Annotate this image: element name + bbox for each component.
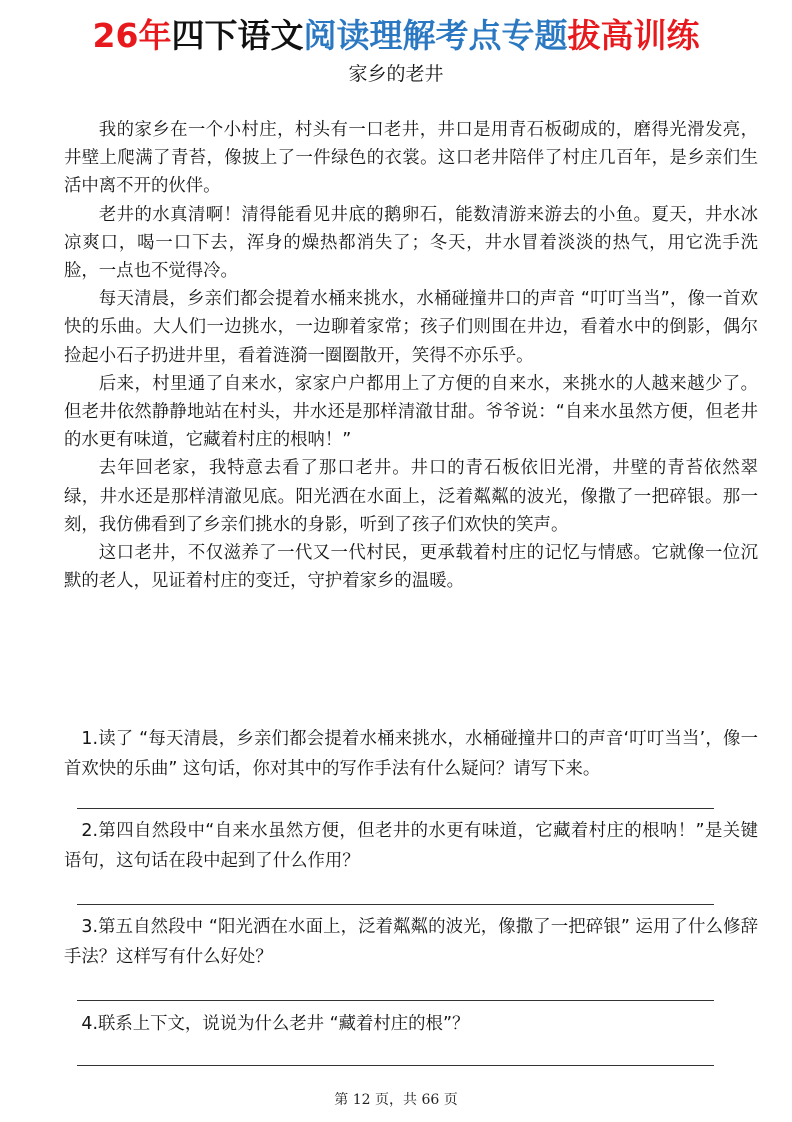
passage-paragraph-3: 每天清晨，乡亲们都会提着水桶来挑水，水桶碰撞井口的声音 “叮叮当当”，像一首欢快的乐曲。大人们一边挑水，一边聊着家常；孩子们则围在井边，看着水中的倒影，偶尔捡起小石子扔进井里，看着涟漪一圈圈散开，笑得不亦乐乎。 xyxy=(64,289,758,366)
passage-title: 家乡的老井 xyxy=(348,63,444,85)
passage-paragraph-1: 我的家乡在一个小村庄，村头有一口老井，井口是用青石板砌成的，磨得光滑发亮，井壁上爬满了青苔，像披上了一件绿色的衣裳。这口老井陪伴了村庄几百年，是乡亲们生活中离不开的伙伴。 xyxy=(64,120,758,197)
question-2-text: 2.第四自然段中“自来水虽然方便，但老井的水更有味道，它藏着村庄的根呐！”是关键语句，这句话在段中起到了什么作用？ xyxy=(64,821,758,871)
passage-paragraph-5: 去年回老家，我特意去看了那口老井。井口的青石板依旧光滑，井壁的青苔依然翠绿，井水还是那样清澈见底。阳光洒在水面上，泛着粼粼的波光，像撒了一把碎银。那一刻，我仿佛看到了乡亲们挑水的身影，听到了孩子们欢快的笑声。 xyxy=(64,458,758,535)
passage-paragraph-2: 老井的水真清啊！清得能看见井底的鹅卵石，能数清游来游去的小鱼。夏天，井水冰凉爽口，喝一口下去，浑身的燥热都消失了；冬天，井水冒着淡淡的热气，用它洗手洗脸，一点也不觉得冷。 xyxy=(64,204,758,282)
page-number-footer: 第 12 页，共 66 页 xyxy=(334,1092,458,1108)
reading-passage xyxy=(64,116,758,595)
question-3-text: 3.第五自然段中 “阳光洒在水面上，泛着粼粼的波光，像撒了一把碎银” 运用了什么修辞手法？这样写有什么好处？ xyxy=(64,917,758,967)
header-training: 拔高训练 xyxy=(567,16,700,55)
header-topic: 阅读理解考点专题 xyxy=(303,16,568,55)
question-3 xyxy=(64,912,758,972)
header-year: 26年 xyxy=(92,16,172,55)
passage-paragraph-4: 后来，村里通了自来水，家家户户都用上了方便的自来水，来挑水的人越来越少了。但老井依然静静地站在村头，井水还是那样清澈甘甜。爷爷说：“自来水虽然方便，但老井的水更有味道，它藏着村庄的根呐！” xyxy=(64,373,758,451)
answer-line-4[interactable] xyxy=(77,1065,714,1066)
question-1 xyxy=(64,724,758,784)
worksheet-header xyxy=(0,16,792,56)
question-1-text: 1.读了 “每天清晨，乡亲们都会提着水桶来挑水，水桶碰撞井口的声音‘叮叮当当’，像一首欢快的乐曲” 这句话，你对其中的写作手法有什么疑问？请写下来。 xyxy=(64,729,758,779)
header-grade-subject: 四下语文 xyxy=(171,16,304,55)
question-2 xyxy=(64,816,758,876)
answer-line-2[interactable] xyxy=(77,904,714,905)
passage-paragraph-6: 这口老井，不仅滋养了一代又一代村民，更承载着村庄的记忆与情感。它就像一位沉默的老人，见证着村庄的变迁，守护着家乡的温暖。 xyxy=(64,543,758,592)
question-4 xyxy=(64,1009,758,1039)
answer-line-3[interactable] xyxy=(77,1000,714,1001)
question-4-text: 4.联系上下文，说说为什么老井 “藏着村庄的根”？ xyxy=(81,1014,470,1034)
answer-line-1[interactable] xyxy=(77,808,714,809)
